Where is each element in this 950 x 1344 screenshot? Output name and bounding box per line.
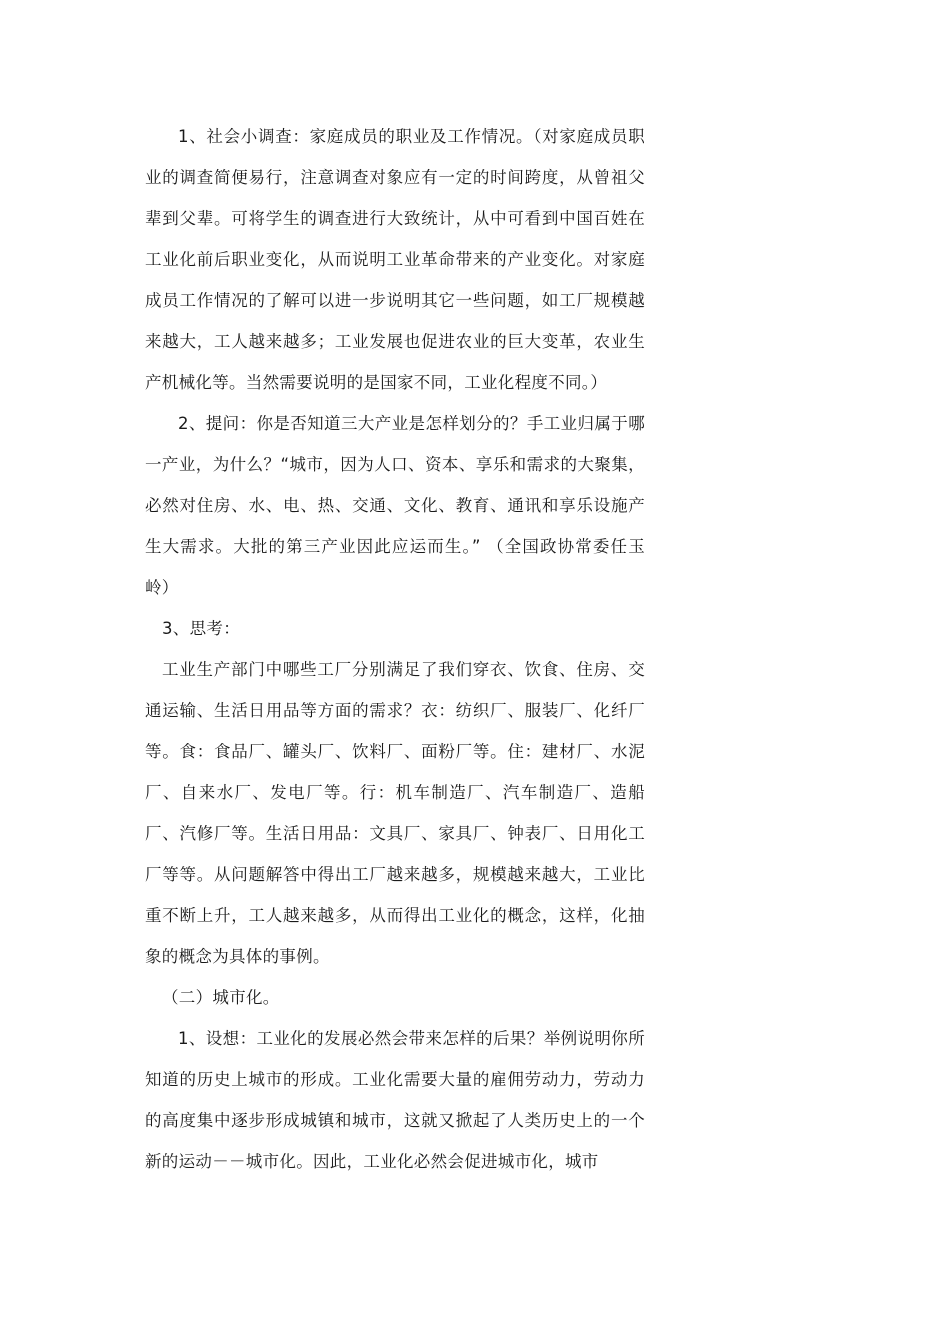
document-body	[145, 116, 645, 1182]
paragraph-factories: 工业生产部门中哪些工厂分别满足了我们穿衣、饮食、住房、交通运输、生活日用品等方面的需求？衣：纺织厂、服装厂、化纤厂等。食：食品厂、罐头厂、饮料厂、面粉厂等。住：建材厂、水泥厂、自来水厂、发电厂等。行：机车制造厂、汽车制造厂、造船厂、汽修厂等。生活日用品：文具厂、家具厂、钟表厂、日用化工厂等等。从问题解答中得出工厂越来越多，规模越来越大，工业比重不断上升，工人越来越多，从而得出工业化的概念，这样，化抽象的概念为具体的事例。	[145, 660, 645, 966]
paragraph-think-heading: 3、思考：	[162, 619, 240, 638]
paragraph-urbanization-imagine: 1、设想：工业化的发展必然会带来怎样的后果？举例说明你所知道的历史上城市的形成。工业化需要大量的雇佣劳动力，劳动力的高度集中逐步形成城镇和城市，这就又掀起了人类历史上的一个新的运动－－城市化。因此，工业化必然会促进城市化，城市	[145, 1029, 645, 1171]
section-heading-urbanization: （二）城市化。	[162, 988, 280, 1007]
paragraph-question-industries: 2、提问：你是否知道三大产业是怎样划分的？手工业归属于哪一产业，为什么？“城市，因为人口、资本、享乐和需求的大聚集，必然对住房、水、电、热、交通、文化、教育、通讯和享乐设施产生大需求。大批的第三产业因此应运而生。” （全国政协常委任玉岭）	[145, 414, 645, 597]
paragraph-social-survey: 1、社会小调查：家庭成员的职业及工作情况。（对家庭成员职业的调查简便易行，注意调查对象应有一定的时间跨度，从曾祖父辈到父辈。可将学生的调查进行大致统计，从中可看到中国百姓在工业化前后职业变化，从而说明工业革命带来的产业变化。对家庭成员工作情况的了解可以进一步说明其它一些问题，如工厂规模越来越大，工人越来越多；工业发展也促进农业的巨大变革，农业生产机械化等。当然需要说明的是国家不同，工业化程度不同。）	[145, 127, 645, 392]
